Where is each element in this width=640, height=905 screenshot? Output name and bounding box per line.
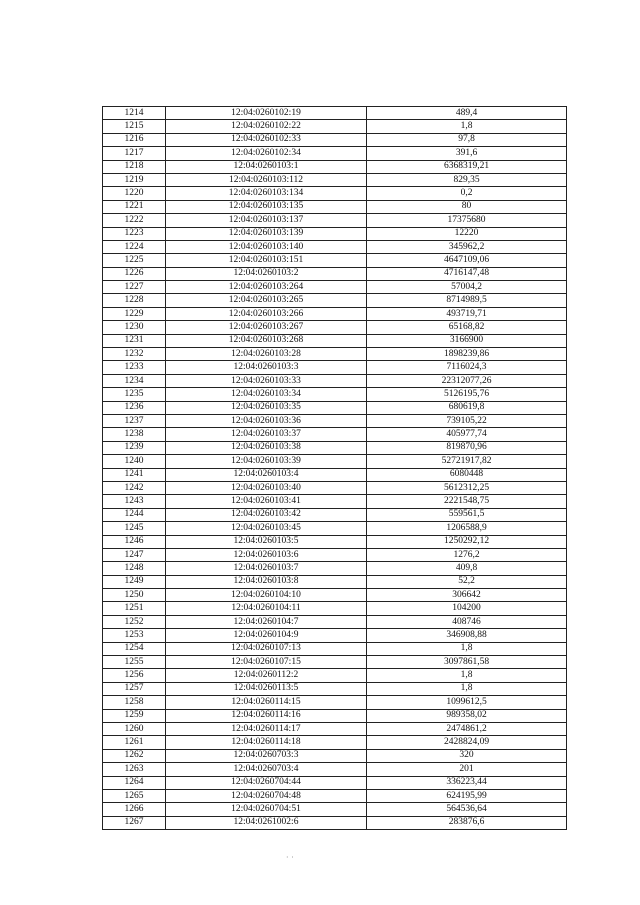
- table-row: [103, 401, 567, 414]
- value-cell: 680619,8: [367, 401, 567, 414]
- cadastral-number-cell: 12:04:0260103:8: [166, 575, 367, 588]
- table-row: [103, 709, 567, 722]
- value-cell: 22312077,26: [367, 374, 567, 387]
- table-row: [103, 281, 567, 294]
- table-row: [103, 414, 567, 427]
- value-cell: 6080448: [367, 468, 567, 481]
- row-number-cell: 1245: [103, 522, 166, 535]
- value-cell: 1206588,9: [367, 522, 567, 535]
- cadastral-number-cell: 12:04:0260114:17: [166, 722, 367, 735]
- cadastral-number-cell: 12:04:0260103:40: [166, 481, 367, 494]
- row-number-cell: 1224: [103, 240, 166, 253]
- row-number-cell: 1244: [103, 508, 166, 521]
- row-number-cell: 1258: [103, 696, 166, 709]
- table-row: [103, 522, 567, 535]
- table-row: [103, 749, 567, 762]
- cadastral-number-cell: 12:04:0260102:19: [166, 107, 367, 120]
- table-row: [103, 789, 567, 802]
- row-number-cell: 1232: [103, 348, 166, 361]
- value-cell: 493719,71: [367, 307, 567, 320]
- row-number-cell: 1256: [103, 669, 166, 682]
- value-cell: 336223,44: [367, 776, 567, 789]
- cadastral-number-cell: 12:04:0260103:267: [166, 321, 367, 334]
- value-cell: 6368319,21: [367, 160, 567, 173]
- row-number-cell: 1265: [103, 789, 166, 802]
- cadastral-number-cell: 12:04:0260103:42: [166, 508, 367, 521]
- row-number-cell: 1243: [103, 495, 166, 508]
- table-row: [103, 816, 567, 829]
- value-cell: 1,8: [367, 120, 567, 133]
- table-row: [103, 669, 567, 682]
- value-cell: 97,8: [367, 133, 567, 146]
- value-cell: 1898239,86: [367, 348, 567, 361]
- table-row: [103, 107, 567, 120]
- row-number-cell: 1257: [103, 682, 166, 695]
- table-row: [103, 696, 567, 709]
- value-cell: 1,8: [367, 642, 567, 655]
- table-row: [103, 334, 567, 347]
- row-number-cell: 1236: [103, 401, 166, 414]
- row-number-cell: 1230: [103, 321, 166, 334]
- row-number-cell: 1267: [103, 816, 166, 829]
- cadastral-number-cell: 12:04:0260703:4: [166, 763, 367, 776]
- cadastral-number-cell: 12:04:0260103:268: [166, 334, 367, 347]
- table-row: [103, 133, 567, 146]
- value-cell: 564536,64: [367, 803, 567, 816]
- table-row: [103, 254, 567, 267]
- cadastral-number-cell: 12:04:0260102:22: [166, 120, 367, 133]
- table-row: [103, 776, 567, 789]
- table-row: [103, 589, 567, 602]
- cadastral-number-cell: 12:04:0260103:33: [166, 374, 367, 387]
- value-cell: 80: [367, 200, 567, 213]
- table-row: [103, 763, 567, 776]
- table-row: [103, 481, 567, 494]
- value-cell: 1250292,12: [367, 535, 567, 548]
- row-number-cell: 1215: [103, 120, 166, 133]
- table-row: [103, 294, 567, 307]
- table-row: [103, 548, 567, 561]
- table-row: [103, 388, 567, 401]
- cadastral-number-cell: 12:04:0260103:4: [166, 468, 367, 481]
- cadastral-number-cell: 12:04:0260107:13: [166, 642, 367, 655]
- cadastral-number-cell: 12:04:0260103:112: [166, 173, 367, 186]
- row-number-cell: 1262: [103, 749, 166, 762]
- value-cell: 489,4: [367, 107, 567, 120]
- value-cell: 3166900: [367, 334, 567, 347]
- table-row: [103, 682, 567, 695]
- value-cell: 4647109,06: [367, 254, 567, 267]
- value-cell: 5612312,25: [367, 481, 567, 494]
- cadastral-number-cell: 12:04:0260103:139: [166, 227, 367, 240]
- value-cell: 405977,74: [367, 428, 567, 441]
- row-number-cell: 1250: [103, 589, 166, 602]
- row-number-cell: 1242: [103, 481, 166, 494]
- row-number-cell: 1246: [103, 535, 166, 548]
- row-number-cell: 1235: [103, 388, 166, 401]
- value-cell: 104200: [367, 602, 567, 615]
- value-cell: 201: [367, 763, 567, 776]
- table-row: [103, 736, 567, 749]
- row-number-cell: 1222: [103, 214, 166, 227]
- cadastral-number-cell: 12:04:0260102:34: [166, 147, 367, 160]
- cadastral-number-cell: 12:04:0260103:264: [166, 281, 367, 294]
- row-number-cell: 1254: [103, 642, 166, 655]
- value-cell: 345962,2: [367, 240, 567, 253]
- value-cell: 346908,88: [367, 629, 567, 642]
- value-cell: 3097861,58: [367, 656, 567, 669]
- row-number-cell: 1218: [103, 160, 166, 173]
- cadastral-value-table: [102, 106, 567, 830]
- value-cell: 4716147,48: [367, 267, 567, 280]
- scan-speck: · ·: [286, 853, 294, 862]
- value-cell: 2428824,09: [367, 736, 567, 749]
- cadastral-number-cell: 12:04:0260103:2: [166, 267, 367, 280]
- cadastral-number-cell: 12:04:0260704:44: [166, 776, 367, 789]
- value-cell: 0,2: [367, 187, 567, 200]
- table-row: [103, 200, 567, 213]
- value-cell: 989358,02: [367, 709, 567, 722]
- cadastral-number-cell: 12:04:0260103:135: [166, 200, 367, 213]
- row-number-cell: 1225: [103, 254, 166, 267]
- cadastral-number-cell: 12:04:0260104:11: [166, 602, 367, 615]
- cadastral-number-cell: 12:04:0260103:3: [166, 361, 367, 374]
- cadastral-number-cell: 12:04:0260103:151: [166, 254, 367, 267]
- cadastral-number-cell: 12:04:0260107:15: [166, 656, 367, 669]
- table-row: [103, 803, 567, 816]
- cadastral-number-cell: 12:04:0260102:33: [166, 133, 367, 146]
- cadastral-number-cell: 12:04:0260112:2: [166, 669, 367, 682]
- cadastral-number-cell: 12:04:0260103:37: [166, 428, 367, 441]
- cadastral-number-cell: 12:04:0260104:10: [166, 589, 367, 602]
- cadastral-number-cell: 12:04:0260104:7: [166, 615, 367, 628]
- row-number-cell: 1239: [103, 441, 166, 454]
- cadastral-number-cell: 12:04:0260103:6: [166, 548, 367, 561]
- value-cell: 1,8: [367, 669, 567, 682]
- value-cell: 5126195,76: [367, 388, 567, 401]
- row-number-cell: 1220: [103, 187, 166, 200]
- cadastral-number-cell: 12:04:0260703:3: [166, 749, 367, 762]
- cadastral-number-cell: 12:04:0260114:18: [166, 736, 367, 749]
- row-number-cell: 1223: [103, 227, 166, 240]
- cadastral-number-cell: 12:04:0260113:5: [166, 682, 367, 695]
- row-number-cell: 1240: [103, 455, 166, 468]
- row-number-cell: 1247: [103, 548, 166, 561]
- cadastral-number-cell: 12:04:0261002:6: [166, 816, 367, 829]
- row-number-cell: 1261: [103, 736, 166, 749]
- cadastral-number-cell: 12:04:0260103:134: [166, 187, 367, 200]
- cadastral-number-cell: 12:04:0260103:266: [166, 307, 367, 320]
- value-cell: 8714989,5: [367, 294, 567, 307]
- table-row: [103, 562, 567, 575]
- table-row: [103, 441, 567, 454]
- table-row: [103, 508, 567, 521]
- value-cell: 409,8: [367, 562, 567, 575]
- table-row: [103, 147, 567, 160]
- table-row: [103, 240, 567, 253]
- row-number-cell: 1263: [103, 763, 166, 776]
- value-cell: 283876,6: [367, 816, 567, 829]
- value-cell: 17375680: [367, 214, 567, 227]
- table-row: [103, 615, 567, 628]
- cadastral-number-cell: 12:04:0260103:34: [166, 388, 367, 401]
- table-row: [103, 722, 567, 735]
- cadastral-number-cell: 12:04:0260104:9: [166, 629, 367, 642]
- row-number-cell: 1251: [103, 602, 166, 615]
- value-cell: 739105,22: [367, 414, 567, 427]
- value-cell: 559561,5: [367, 508, 567, 521]
- row-number-cell: 1226: [103, 267, 166, 280]
- table-body: [103, 107, 567, 830]
- row-number-cell: 1219: [103, 173, 166, 186]
- table-row: [103, 535, 567, 548]
- cadastral-number-cell: 12:04:0260103:265: [166, 294, 367, 307]
- row-number-cell: 1234: [103, 374, 166, 387]
- row-number-cell: 1228: [103, 294, 166, 307]
- row-number-cell: 1266: [103, 803, 166, 816]
- table-row: [103, 656, 567, 669]
- table-row: [103, 468, 567, 481]
- value-cell: 65168,82: [367, 321, 567, 334]
- value-cell: 391,6: [367, 147, 567, 160]
- value-cell: 1099612,5: [367, 696, 567, 709]
- value-cell: 320: [367, 749, 567, 762]
- value-cell: 2221548,75: [367, 495, 567, 508]
- value-cell: 7116024,3: [367, 361, 567, 374]
- table-row: [103, 575, 567, 588]
- value-cell: 1,8: [367, 682, 567, 695]
- table-row: [103, 120, 567, 133]
- table-row: [103, 348, 567, 361]
- table-row: [103, 160, 567, 173]
- value-cell: 829,35: [367, 173, 567, 186]
- table-row: [103, 187, 567, 200]
- cadastral-number-cell: 12:04:0260103:1: [166, 160, 367, 173]
- cadastral-number-cell: 12:04:0260103:38: [166, 441, 367, 454]
- cadastral-number-cell: 12:04:0260103:7: [166, 562, 367, 575]
- row-number-cell: 1249: [103, 575, 166, 588]
- table-row: [103, 267, 567, 280]
- value-cell: 624195,99: [367, 789, 567, 802]
- row-number-cell: 1233: [103, 361, 166, 374]
- row-number-cell: 1214: [103, 107, 166, 120]
- table-row: [103, 374, 567, 387]
- cadastral-number-cell: 12:04:0260103:137: [166, 214, 367, 227]
- cadastral-number-cell: 12:04:0260704:51: [166, 803, 367, 816]
- value-cell: 12220: [367, 227, 567, 240]
- table-row: [103, 602, 567, 615]
- row-number-cell: 1238: [103, 428, 166, 441]
- table-row: [103, 214, 567, 227]
- row-number-cell: 1216: [103, 133, 166, 146]
- row-number-cell: 1231: [103, 334, 166, 347]
- value-cell: 2474861,2: [367, 722, 567, 735]
- row-number-cell: 1259: [103, 709, 166, 722]
- cadastral-number-cell: 12:04:0260103:5: [166, 535, 367, 548]
- row-number-cell: 1253: [103, 629, 166, 642]
- cadastral-number-cell: 12:04:0260103:39: [166, 455, 367, 468]
- row-number-cell: 1252: [103, 615, 166, 628]
- row-number-cell: 1229: [103, 307, 166, 320]
- table-row: [103, 629, 567, 642]
- table-row: [103, 173, 567, 186]
- row-number-cell: 1248: [103, 562, 166, 575]
- table-row: [103, 321, 567, 334]
- table-row: [103, 455, 567, 468]
- value-cell: 1276,2: [367, 548, 567, 561]
- row-number-cell: 1255: [103, 656, 166, 669]
- cadastral-number-cell: 12:04:0260114:15: [166, 696, 367, 709]
- cadastral-number-cell: 12:04:0260103:28: [166, 348, 367, 361]
- cadastral-number-cell: 12:04:0260103:36: [166, 414, 367, 427]
- value-cell: 52,2: [367, 575, 567, 588]
- table-row: [103, 428, 567, 441]
- cadastral-number-cell: 12:04:0260114:16: [166, 709, 367, 722]
- value-cell: 57004,2: [367, 281, 567, 294]
- cadastral-number-cell: 12:04:0260103:140: [166, 240, 367, 253]
- value-cell: 306642: [367, 589, 567, 602]
- row-number-cell: 1217: [103, 147, 166, 160]
- cadastral-number-cell: 12:04:0260103:35: [166, 401, 367, 414]
- value-cell: 819870,96: [367, 441, 567, 454]
- value-cell: 52721917,82: [367, 455, 567, 468]
- table-row: [103, 495, 567, 508]
- cadastral-number-cell: 12:04:0260103:41: [166, 495, 367, 508]
- row-number-cell: 1227: [103, 281, 166, 294]
- table-row: [103, 642, 567, 655]
- table-row: [103, 227, 567, 240]
- row-number-cell: 1241: [103, 468, 166, 481]
- table-row: [103, 361, 567, 374]
- row-number-cell: 1264: [103, 776, 166, 789]
- cadastral-number-cell: 12:04:0260103:45: [166, 522, 367, 535]
- table-row: [103, 307, 567, 320]
- row-number-cell: 1237: [103, 414, 166, 427]
- row-number-cell: 1221: [103, 200, 166, 213]
- row-number-cell: 1260: [103, 722, 166, 735]
- value-cell: 408746: [367, 615, 567, 628]
- cadastral-number-cell: 12:04:0260704:48: [166, 789, 367, 802]
